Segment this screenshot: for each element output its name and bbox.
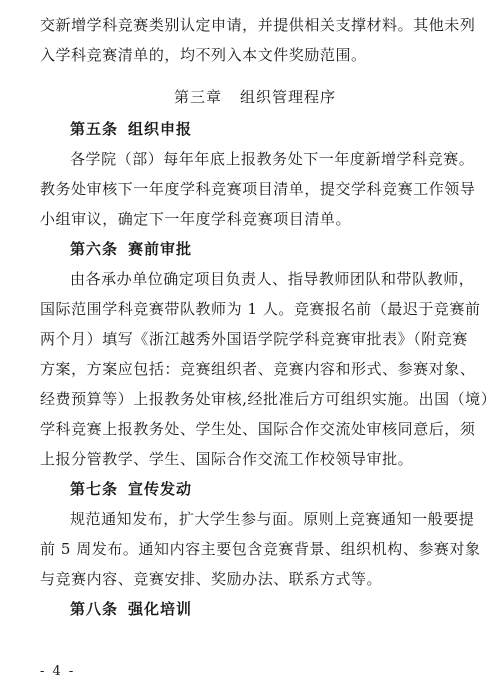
chapter-title: 组织管理程序 [240,88,337,106]
page-number: - 4 - [40,664,76,679]
paragraph-line: 规范通知发布，扩大学生参与面。原则上竞赛通知一般要提 [70,510,475,528]
article-heading [40,234,470,264]
article-title: 赛前审批 [128,240,193,258]
paragraph-line: 经费预算等）上报教务处审核,经批准后方可组织实施。出国（境） [40,390,497,408]
article-heading [40,114,470,144]
paragraph-line: 与竞赛内容、竞赛安排、奖励办法、联系方式等。 [40,570,383,588]
article-number: 第七条 [70,480,119,498]
article-number: 第八条 [70,600,119,618]
paragraph-line: 小组审议，确定下一年度学科竞赛项目清单。 [40,210,352,228]
article-number: 第五条 [70,120,119,138]
paragraph-line: 两个月）填写《浙江越秀外国语学院学科竞赛审批表》（附竞赛 [40,330,468,348]
intro-line: 交新增学科竞赛类别认定申请，并提供相关支撑材料。其他未列 [40,16,476,34]
paragraph-line: 学科竞赛上报教务处、学生处、国际合作交流处审核同意后，须 [40,420,476,438]
paragraph-line: 由各承办单位确定项目负责人、指导教师团队和带队教师， [70,270,475,288]
paragraph-line: 前 5 周发布。通知内容主要包含竞赛背景、组织机构、参赛对象 [40,540,481,558]
article-number: 第六条 [70,240,119,258]
intro-line: 入学科竞赛清单的，均不列入本文件奖励范围。 [40,46,367,64]
paragraph-line: 各学院（部）每年年底上报教务处下一年度新增学科竞赛。 [70,150,475,168]
paragraph-line: 上报分管教学、学生、国际合作交流工作校领导审批。 [40,450,414,468]
document-page [40,10,497,624]
article-heading [40,474,470,504]
paragraph-line: 教务处审核下一年度学科竞赛项目清单，提交学科竞赛工作领导 [40,180,476,198]
paragraph-line: 方案，方案应包括：竞赛组织者、竞赛内容和形式、参赛对象、 [40,360,476,378]
article-title: 组织申报 [128,120,193,138]
paragraph-line: 国际范围学科竞赛带队教师为 1 人。竞赛报名前（最迟于竞赛前 [40,300,481,318]
chapter-heading [40,82,470,112]
article-title: 宣传发动 [128,480,193,498]
article-heading [40,594,470,624]
article-title: 强化培训 [128,600,193,618]
chapter-number: 第三章 [173,88,222,106]
